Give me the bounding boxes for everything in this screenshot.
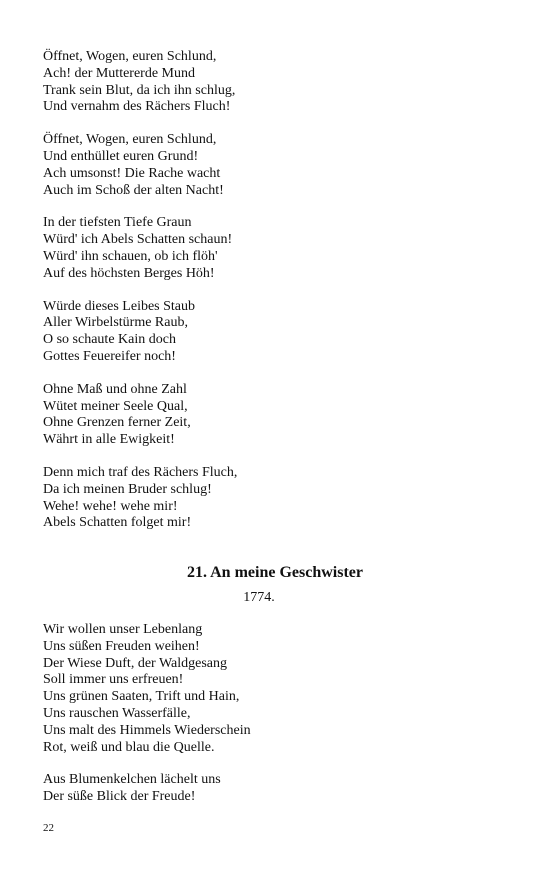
verse-line: Uns malt des Himmels Wiederschein	[43, 722, 251, 738]
verse-line: Ohne Grenzen ferner Zeit,	[43, 415, 191, 431]
verse-line: Abels Schatten folget mir!	[43, 515, 192, 531]
verse-line: Ohne Maß und ohne Zahl	[43, 381, 187, 397]
verse-line: Währt in alle Ewigkeit!	[43, 432, 175, 448]
stanza	[43, 465, 513, 532]
verse-line: Auf des höchsten Berges Höh!	[43, 265, 215, 281]
stanza	[43, 382, 513, 449]
page-number: 22	[43, 822, 54, 834]
poem-previous-continuation	[43, 49, 513, 548]
verse-line: Ach umsonst! Die Rache wacht	[43, 165, 221, 181]
verse-line: O so schaute Kain doch	[43, 332, 176, 348]
verse-line: Der Wiese Duft, der Waldgesang	[43, 655, 228, 671]
stanza	[43, 132, 513, 199]
verse-line: Auch im Schoß der alten Nacht!	[43, 182, 224, 198]
verse-line: Wehe! wehe! wehe mir!	[43, 498, 178, 514]
stanza	[43, 622, 513, 756]
verse-line: Aus Blumenkelchen lächelt uns	[43, 772, 221, 788]
poem-date: 1774.	[243, 590, 275, 605]
verse-line: Und vernahm des Rächers Fluch!	[43, 99, 231, 115]
verse-line: Würd' ich Abels Schatten schaun!	[43, 232, 233, 248]
verse-line: In der tiefsten Tiefe Graun	[43, 215, 192, 231]
stanza	[43, 772, 513, 806]
verse-line: Uns rauschen Wasserfälle,	[43, 705, 191, 721]
verse-line: Wir wollen unser Lebenlang	[43, 622, 203, 637]
verse-line: Und enthüllet euren Grund!	[43, 148, 199, 164]
poem-an-meine-geschwister	[43, 622, 513, 822]
verse-line: Würde dieses Leibes Staub	[43, 298, 196, 314]
verse-line: Ach! der Muttererde Mund	[43, 65, 196, 81]
stanza	[43, 299, 513, 366]
verse-line: Wütet meiner Seele Qual,	[43, 398, 188, 414]
verse-line: Soll immer uns erfreuen!	[43, 672, 184, 688]
poem-title: 21. An meine Geschwister	[187, 564, 363, 581]
verse-line: Öffnet, Wogen, euren Schlund,	[43, 49, 217, 64]
verse-line: Würd' ihn schauen, ob ich flöh'	[43, 248, 218, 264]
stanza	[43, 49, 513, 116]
verse-line: Rot, weiß und blau die Quelle.	[43, 739, 215, 755]
verse-line: Trank sein Blut, da ich ihn schlug,	[43, 82, 236, 98]
verse-line: Da ich meinen Bruder schlug!	[43, 481, 212, 497]
verse-line: Gottes Feuereifer noch!	[43, 348, 176, 364]
verse-line: Der süße Blick der Freude!	[43, 789, 196, 805]
verse-line: Aller Wirbelstürme Raub,	[43, 315, 188, 331]
verse-line: Uns grünen Saaten, Trift und Hain,	[43, 689, 240, 705]
verse-line: Denn mich traf des Rächers Fluch,	[43, 464, 238, 480]
stanza	[43, 215, 513, 282]
verse-line: Öffnet, Wogen, euren Schlund,	[43, 132, 217, 148]
verse-line: Uns süßen Freuden weihen!	[43, 638, 200, 654]
